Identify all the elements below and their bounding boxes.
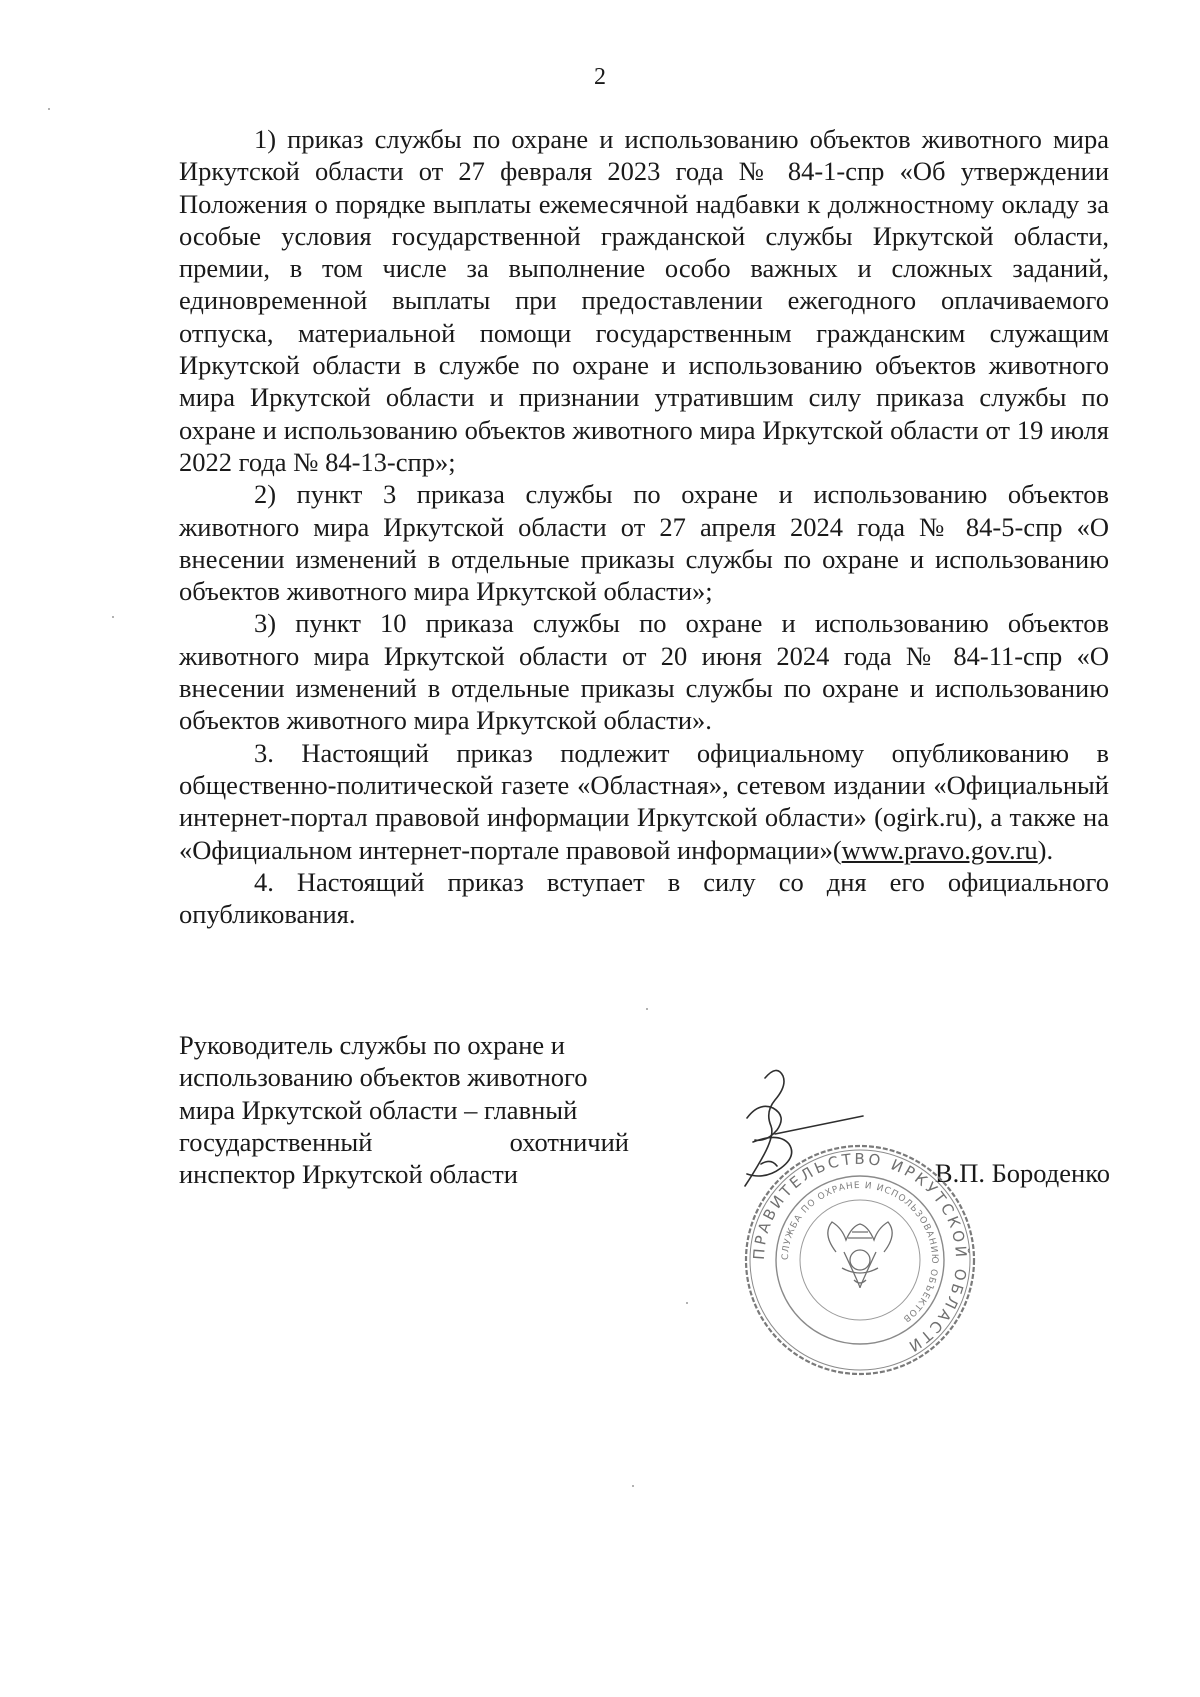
paragraph-publication: [179, 737, 1109, 866]
handwritten-signature: [725, 1060, 875, 1200]
pravo-gov-link[interactable]: www.pravo.gov.ru: [841, 834, 1038, 865]
publication-text-end: ).: [1037, 834, 1054, 865]
paragraph-effective-date: 4. Настоящий приказ вступает в силу со дня его официального опубликования.: [179, 866, 1109, 930]
coat-of-arms-icon: [828, 1222, 892, 1288]
paragraph-item-3: 3) пункт 10 приказа службы по охране и использованию объектов животного мира Иркутской области от 20 июня 2024 года № 84-11-спр «О внесении изменений в отдельные приказы службы по охране и использованию объектов животного мира Иркутской области».: [179, 608, 1109, 736]
signer-position-line: инспектор Иркутской области: [179, 1159, 518, 1190]
signer-position-line: мира Иркутской области – главный: [179, 1094, 578, 1125]
signer-position: [179, 1029, 629, 1190]
svg-text:СЛУЖБА ПО ОХРАНЕ И ИСПОЛЬЗОВАН: СЛУЖБА ПО ОХРАНЕ И ИСПОЛЬЗОВАНИЮ ОБЪЕКТОВ: [780, 1180, 940, 1325]
scan-speck: [112, 616, 114, 618]
publication-text: 3. Настоящий приказ подлежит официальному опубликованию в общественно-политической газете «Областная», сетевом издании «Официальный интернет-портал правовой информации Иркутской области» (ogirk.ru), а также на «Официальном интернет-портале правовой информации»(: [179, 737, 1109, 865]
paragraph-item-2: 2) пункт 3 приказа службы по охране и использованию объектов животного мира Иркутской области от 27 апреля 2024 года № 84-5-спр «О внесении изменений в отдельные приказы службы по охране и использованию объектов животного мира Иркутской области»;: [179, 479, 1109, 607]
signer-position-line: использованию объектов животного: [179, 1062, 588, 1093]
signer-position-line: государственный охотничий: [179, 1126, 629, 1157]
signer-position-line: Руководитель службы по охране и: [179, 1030, 565, 1060]
scan-speck: [686, 1302, 688, 1304]
scan-speck: [632, 1485, 634, 1487]
scan-speck: [646, 1008, 648, 1010]
page-number: 2: [594, 64, 606, 90]
signer-name: В.П. Бороденко: [934, 1158, 1110, 1188]
paragraph-item-1: 1) приказ службы по охране и использованию объектов животного мира Иркутской области от 27 февраля 2023 года № 84-1-спр «Об утверждении Положения о порядке выплаты ежемесячной надбавки к должностному окладу за особые условия государственной гражданской службы Иркутской области, премии, в том числе за выполнение особо важных и сложных заданий, единовременной выплаты при предоставлении ежегодного оплачиваемого отпуска, материальной помощи государственным гражданским служащим Иркутской области в службе по охране и использованию объектов животного мира Иркутской области и признании утратившим силу приказа службы по охране и использованию объектов животного мира Иркутской области от 19 июля 2022 года № 84-13-спр»;: [179, 124, 1109, 477]
scan-speck: [48, 108, 50, 110]
document-body: [179, 123, 1109, 930]
svg-text:ПРАВИТЕЛЬСТВО ИРКУТСКОЙ ОБЛАСТ: ПРАВИТЕЛЬСТВО ИРКУТСКОЙ ОБЛАСТИ: [749, 1149, 971, 1357]
